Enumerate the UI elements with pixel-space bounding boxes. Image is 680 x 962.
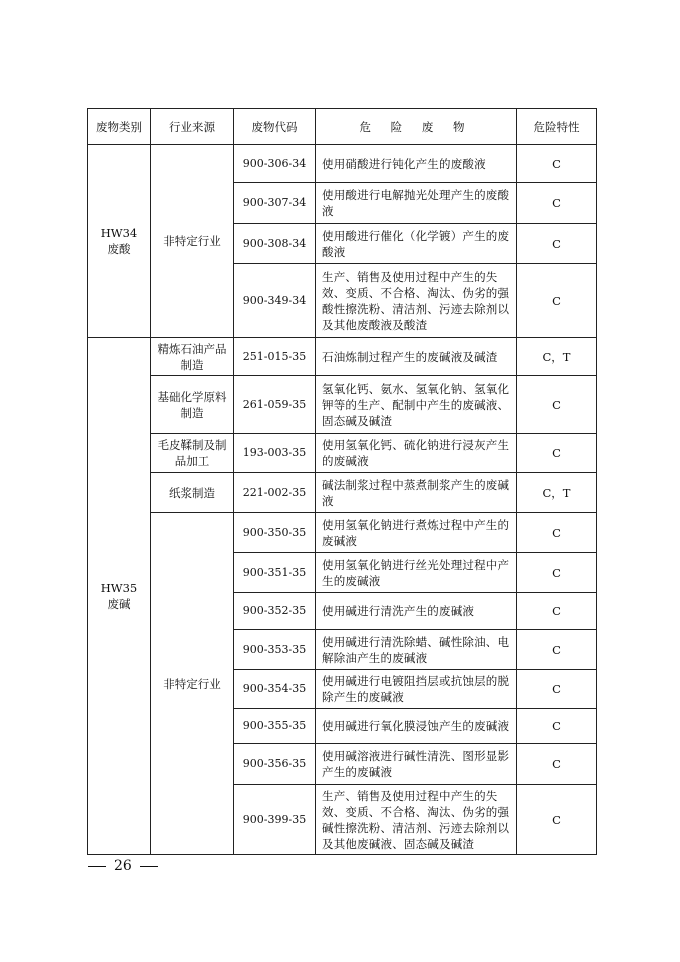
footer-dash-right — [140, 866, 158, 867]
waste-description: 使用碱进行清洗除蜡、碱性除油、电解除油产生的废碱液 — [316, 630, 517, 670]
hazard-property: C — [517, 709, 597, 744]
industry-source: 纸浆制造 — [151, 473, 234, 513]
waste-description: 使用酸进行催化（化学镀）产生的废酸液 — [316, 224, 517, 264]
waste-description: 氢氧化钙、氨水、氢氧化钠、氢氧化钾等的生产、配制中产生的废碱液、固态碱及碱渣 — [316, 376, 517, 434]
waste-description: 使用氢氧化钠进行煮炼过程中产生的废碱液 — [316, 513, 517, 553]
hazard-property: C — [517, 224, 597, 264]
category-hw34: HW34 废酸 — [88, 145, 151, 338]
hazard-property: C，T — [517, 338, 597, 376]
hazard-property: C — [517, 264, 597, 338]
header-waste-category: 废物类别 — [88, 109, 151, 145]
page-number: 26 — [114, 858, 132, 874]
waste-code: 900-352-35 — [234, 593, 316, 630]
waste-code: 900-354-35 — [234, 670, 316, 709]
waste-code: 900-351-35 — [234, 553, 316, 593]
waste-description: 使用氢氧化钠进行丝光处理过程中产生的废碱液 — [316, 553, 517, 593]
hazard-property: C — [517, 593, 597, 630]
waste-code: 900-353-35 — [234, 630, 316, 670]
header-hazard-property: 危险特性 — [517, 109, 597, 145]
table-row — [88, 145, 597, 183]
page-footer — [88, 858, 166, 874]
waste-code: 900-350-35 — [234, 513, 316, 553]
hazard-property: C — [517, 513, 597, 553]
hazard-property: C — [517, 553, 597, 593]
table-row — [88, 513, 597, 553]
table-header-row — [88, 109, 597, 145]
industry-source: 精炼石油产品制造 — [151, 338, 234, 376]
hazard-property: C — [517, 744, 597, 785]
waste-code: 221-002-35 — [234, 473, 316, 513]
waste-description: 生产、销售及使用过程中产生的失效、变质、不合格、淘汰、伪劣的强酸性擦洗粉、清洁剂、污迹去除剂以及其他废酸液及酸渣 — [316, 264, 517, 338]
industry-hw34: 非特定行业 — [151, 145, 234, 338]
waste-code: 900-349-34 — [234, 264, 316, 338]
table-row — [88, 338, 597, 376]
hazard-property: C — [517, 376, 597, 434]
waste-description: 碱法制浆过程中蒸煮制浆产生的废碱液 — [316, 473, 517, 513]
waste-description: 使用碱进行电镀阻挡层或抗蚀层的脱除产生的废碱液 — [316, 670, 517, 709]
waste-code: 900-307-34 — [234, 183, 316, 224]
table-row — [88, 434, 597, 473]
waste-code: 900-355-35 — [234, 709, 316, 744]
hazard-property: C — [517, 785, 597, 855]
industry-source: 基础化学原料制造 — [151, 376, 234, 434]
hazard-property: C — [517, 183, 597, 224]
hazard-property: C — [517, 434, 597, 473]
waste-code: 193-003-35 — [234, 434, 316, 473]
hazard-property: C — [517, 630, 597, 670]
header-waste-code: 废物代码 — [234, 109, 316, 145]
table-row — [88, 473, 597, 513]
waste-description: 生产、销售及使用过程中产生的失效、变质、不合格、淘汰、伪劣的强碱性擦洗粉、清洁剂、污迹去除剂以及其他废碱液、固态碱及碱渣 — [316, 785, 517, 855]
hazard-property: C — [517, 145, 597, 183]
header-hazardous-waste: 危 险 废 物 — [316, 109, 517, 145]
industry-source: 毛皮鞣制及制品加工 — [151, 434, 234, 473]
waste-code: 900-306-34 — [234, 145, 316, 183]
waste-description: 使用碱进行清洗产生的废碱液 — [316, 593, 517, 630]
hazardous-waste-table — [87, 108, 597, 855]
hazard-property: C，T — [517, 473, 597, 513]
waste-description: 使用酸进行电解抛光处理产生的废酸液 — [316, 183, 517, 224]
table-row — [88, 376, 597, 434]
waste-code: 900-308-34 — [234, 224, 316, 264]
waste-description: 使用氢氧化钙、硫化钠进行浸灰产生的废碱液 — [316, 434, 517, 473]
waste-description: 石油炼制过程产生的废碱液及碱渣 — [316, 338, 517, 376]
waste-description: 使用碱溶液进行碱性清洗、图形显影产生的废碱液 — [316, 744, 517, 785]
industry-hw35-general: 非特定行业 — [151, 513, 234, 855]
header-industry-source: 行业来源 — [151, 109, 234, 145]
hazard-property: C — [517, 670, 597, 709]
footer-dash-left — [88, 866, 106, 867]
waste-code: 900-356-35 — [234, 744, 316, 785]
category-hw35: HW35 废碱 — [88, 338, 151, 855]
waste-description: 使用碱进行氧化膜浸蚀产生的废碱液 — [316, 709, 517, 744]
waste-code: 261-059-35 — [234, 376, 316, 434]
waste-code: 900-399-35 — [234, 785, 316, 855]
waste-code: 251-015-35 — [234, 338, 316, 376]
waste-description: 使用硝酸进行钝化产生的废酸液 — [316, 145, 517, 183]
